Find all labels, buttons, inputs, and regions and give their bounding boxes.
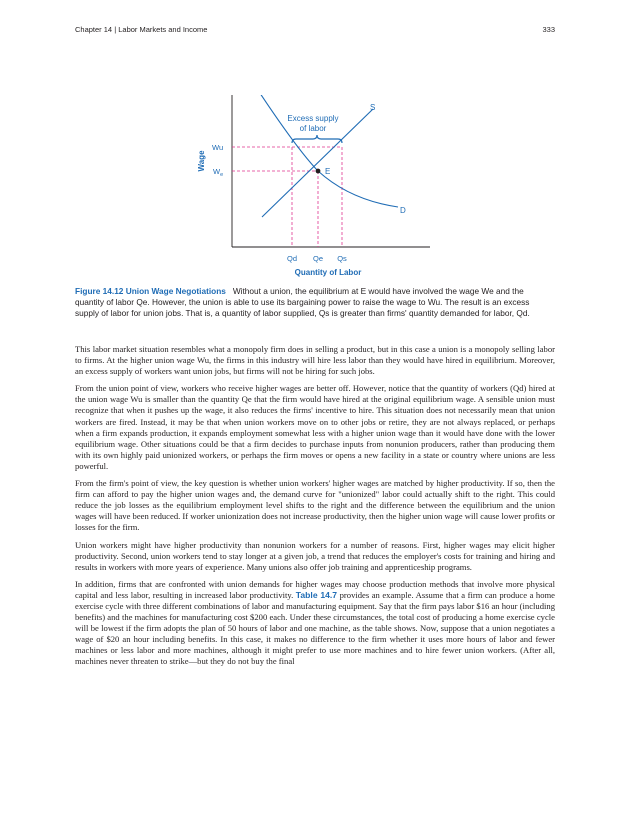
supply-label: S	[370, 103, 376, 112]
paragraph-4: Union workers might have higher productivity than nonunion workers for a number of reasons. First, higher wages may elicit higher productivity. Second, union workers tend to stay longer at a given job, a trend that reduces the employer's costs for training and hiring and results in workers with more years of experience. Many unions also offer job training and apprenticeship programs.	[75, 539, 555, 572]
figure-caption-label: Figure 14.12 Union Wage Negotiations	[75, 286, 226, 296]
wu-label: Wu	[212, 143, 224, 152]
we-label: $W_e$	[213, 167, 224, 178]
demand-curve	[250, 95, 398, 207]
excess-supply-label-line1: Excess supply	[287, 114, 339, 123]
x-axis-title: Quantity of Labor	[294, 268, 362, 277]
paragraph-5-start: In addition, firms that are confronted with union demands for higher wages may choose production methods that involve more physical capital and less labor, resulting in increased labor productivity.	[75, 578, 555, 600]
paragraph-3: From the firm's point of view, the key question is whether union workers' higher wages are matched by higher productivity. If so, then the firm can afford to pay the higher union wages and, the demand curve for "unionized" labor could actually shift to the right. This could reduce the job losses as the equilibrium employment level shifts to the right and the difference between the equilibrium and the union wages will have been reduced. If worker unionization does not increase productivity, then the higher union wage will cause lower profits or losses for the firm.	[75, 478, 555, 533]
qe-label: Qe	[312, 254, 324, 263]
y-axis-title: Wage	[197, 150, 206, 172]
demand-label: D	[400, 206, 406, 215]
qd-label: Qd	[286, 254, 298, 263]
union-wage-diagram	[180, 95, 450, 285]
excess-supply-brace	[292, 135, 342, 143]
equilibrium-label: E	[325, 167, 331, 176]
paragraph-2: From the union point of view, workers who receive higher wages are better off. However, notice that the quantity of workers (Qd) hired at the union wage Wu is smaller than the quantity Qe that the firm would have hired at the original equilibrium wage. A sensible union must recognize that when it pushes up the wage, it also reduces the firms' incentive to hire. This situation does not necessarily mean that union workers are fired. Instead, it may be that when union workers move on to other jobs or retire, they are not always replaced, or perhaps when a firm expands production, it expands employment somewhat less with a higher union wage than it would have done with the lower equilibrium wage. Other situations could be that a firm decides to purchase inputs from nonunion producers, rather than producing them with its own highly paid unionized workers, or perhaps the firm moves or opens a new facility in a state or country where unions are less powerful.	[75, 383, 555, 471]
qs-label: Qs	[337, 254, 347, 263]
figure-caption	[75, 286, 555, 319]
page-number: 333	[542, 25, 555, 34]
paragraph-5-end: provides an example. Assume that a firm can produce a home exercise cycle with three different combinations of labor and manufacturing equipment. Say that the firm pays labor $16 an hour (including benefits) and the machines for manufacturing cost $200 each. Under these circumstances, the total cost of producing a home exercise cycle will be lowest if the firm adopts the plan of 50 hours of labor and one machine, as the table shows. Now, suppose that a union negotiates a wage of $20 an hour including benefits. In this case, it makes no difference to the firm whether it uses more hours of labor and fewer machines or less labor and more machines, although it might prefer to use more machines and to hire fewer union workers. (After all, machines never threaten to strike—but they do not buy the final	[75, 589, 555, 667]
table-14-7-link[interactable]: Table 14.7	[295, 589, 338, 600]
equilibrium-point	[316, 169, 321, 174]
paragraph-1: This labor market situation resembles what a monopoly firm does in selling a product, but in this case a union is a monopoly selling labor to firms. At the higher union wage Wu, the firms in this industry will hire less labor than they would have hired in equilibrium. Moreover, an excess supply of workers want union jobs, but firms will not be hiring for such jobs.	[75, 344, 555, 377]
body-text	[75, 344, 555, 674]
running-header-chapter: Chapter 14 | Labor Markets and Income	[75, 25, 208, 34]
figure-caption-text: Without a union, the equilibrium at E would have involved the wage We and the quantity of labor Qe. However, the union is able to use its bargaining power to raise the wage to Wu. The result is an excess supply of labor for union jobs. That is, a quantity of labor supplied, Qs is greater than firms' quantity demanded for labor, Qd.	[75, 286, 530, 318]
paragraph-5	[75, 579, 555, 668]
excess-supply-label-line2: of labor	[299, 124, 327, 133]
